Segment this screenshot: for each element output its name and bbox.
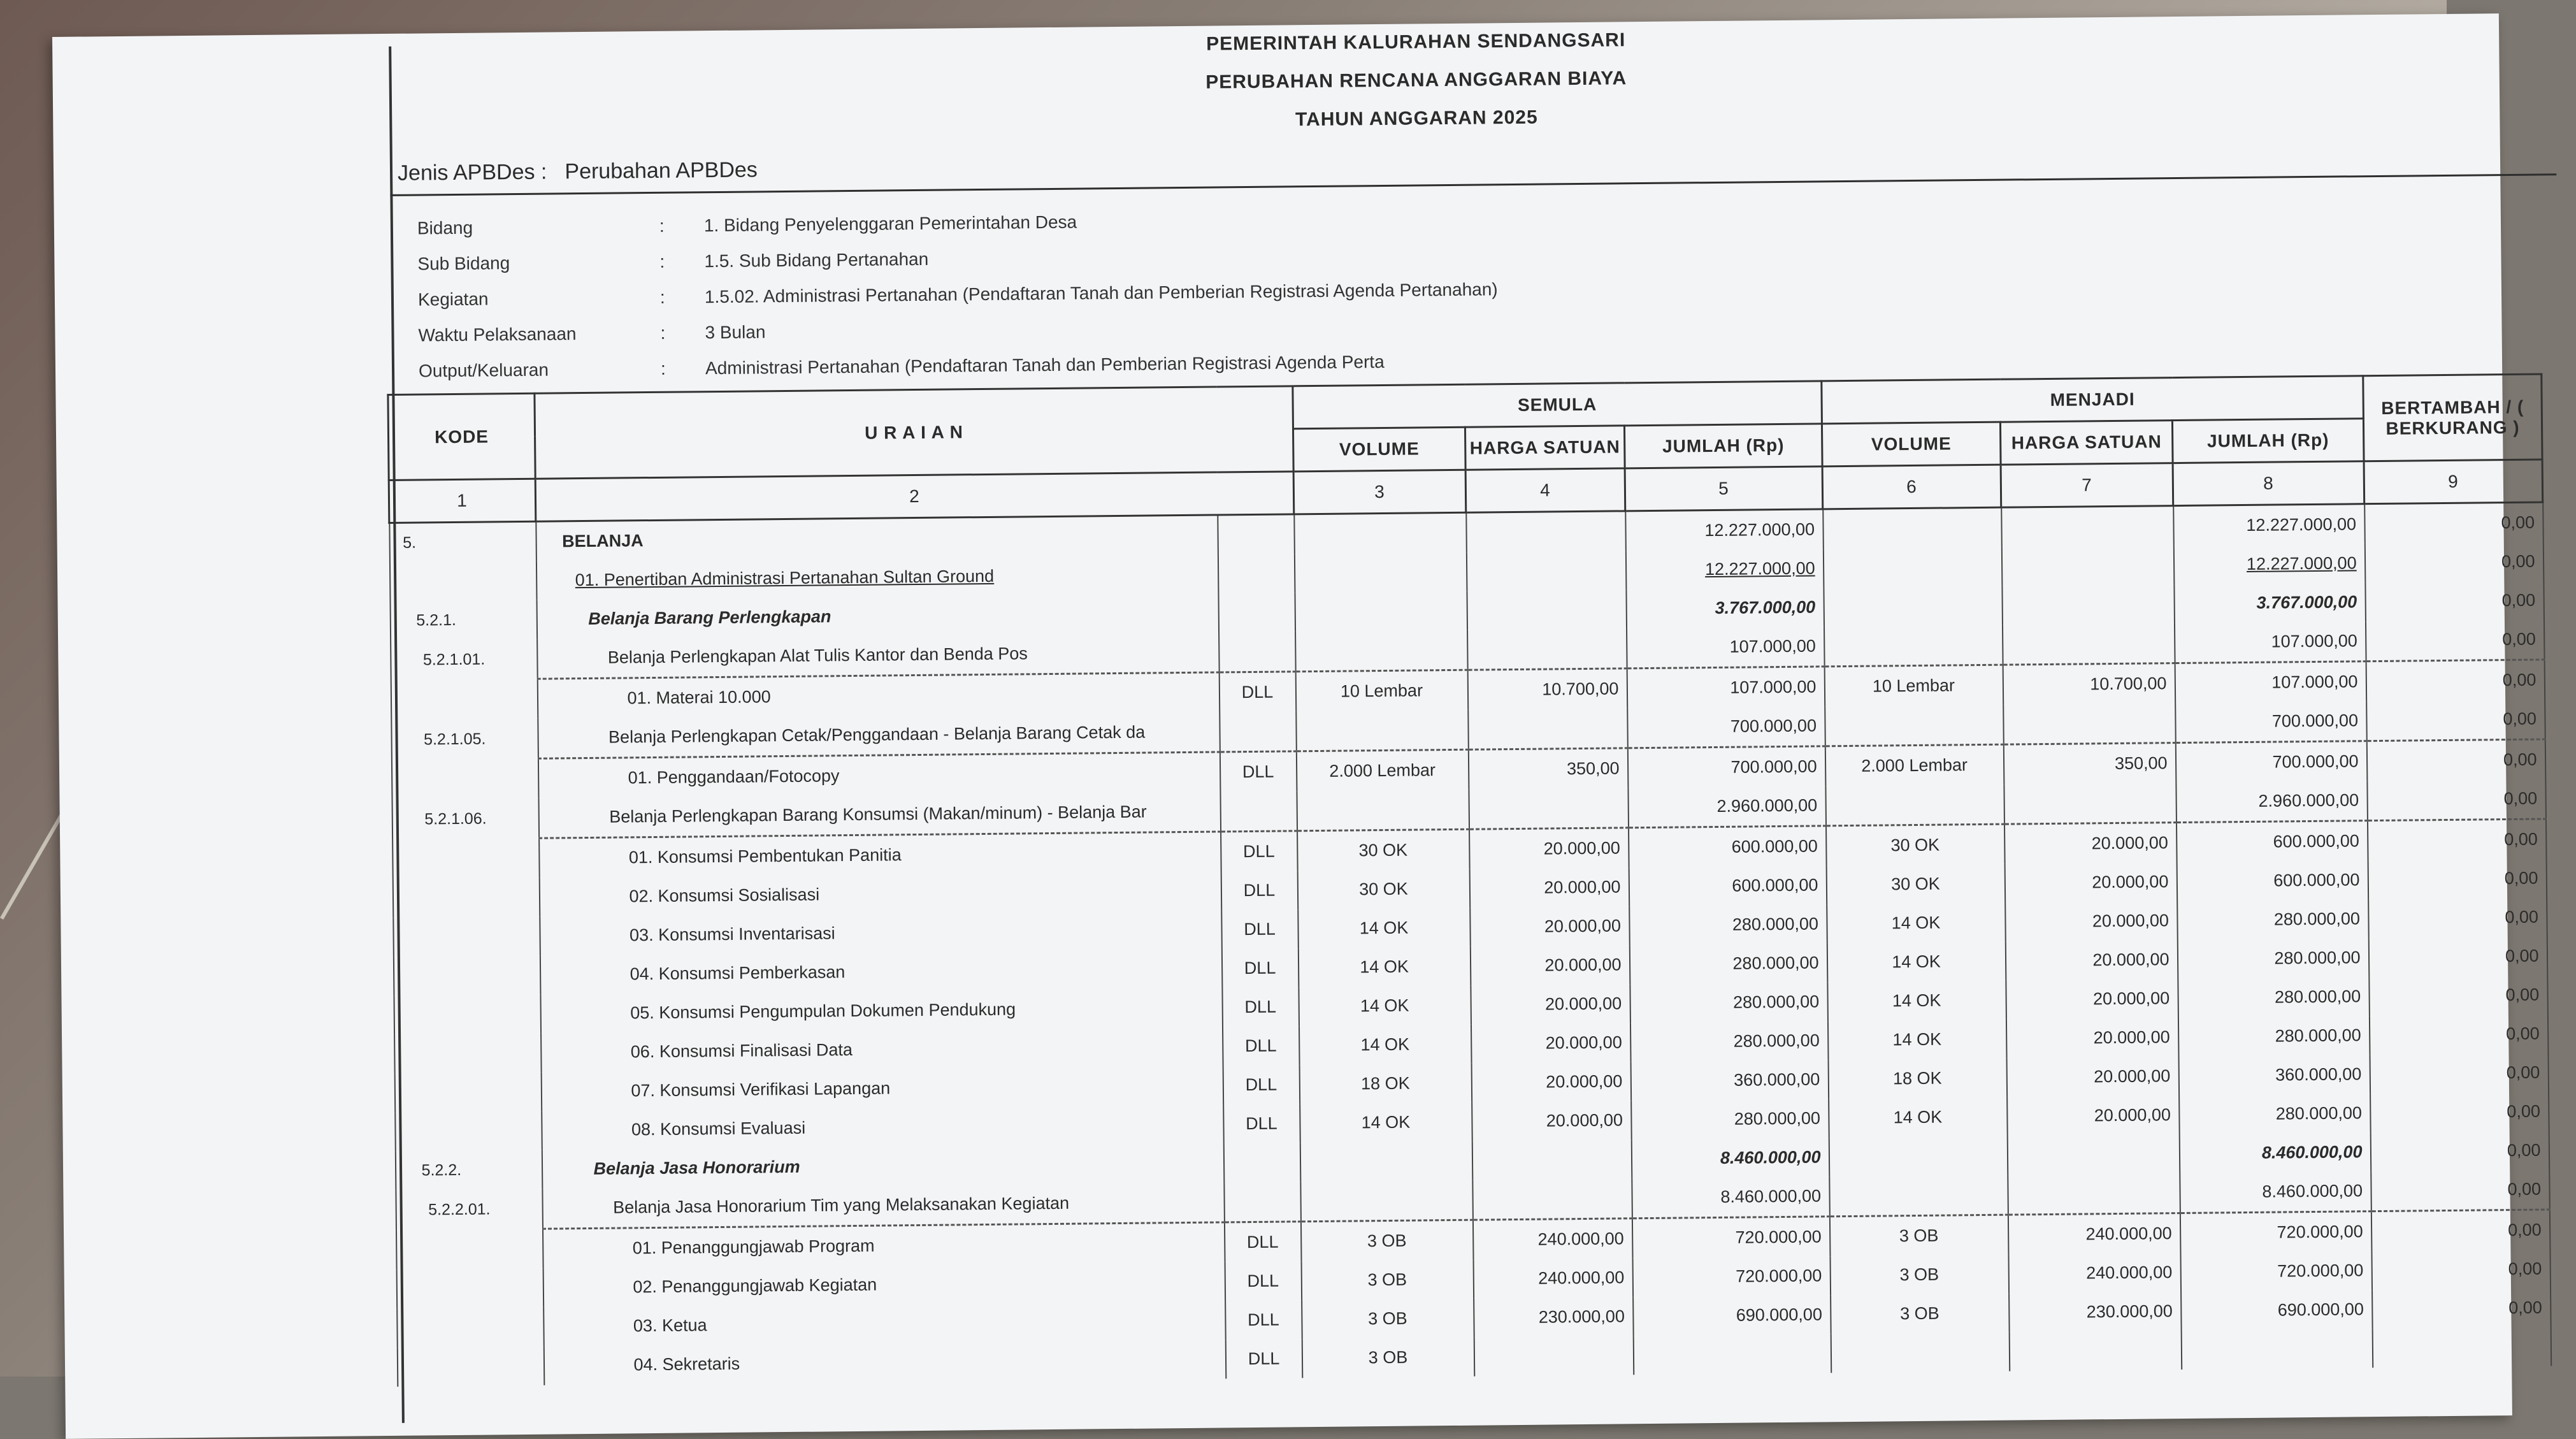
cell-volume-menjadi	[1825, 705, 2004, 746]
cell-jumlah-menjadi: 720.000,00	[2180, 1211, 2371, 1253]
col-jumlah2-header: JUMLAH (Rp)	[2172, 419, 2364, 463]
cell-uraian: Belanja Jasa Honorarium Tim yang Melaksanakan Kegiatan	[542, 1182, 1225, 1229]
info-value: 1.5.02. Administrasi Pertanahan (Pendaftaran Tanah dan Pemberian Registrasi Agenda Pertanahan)	[704, 279, 1498, 307]
col-harga-header: HARGA SATUAN	[1465, 426, 1625, 470]
cell-selisih: 0,00	[2370, 1053, 2549, 1094]
info-waktu	[418, 322, 765, 345]
cell-harga-semula: 240.000,00	[1473, 1258, 1633, 1298]
cell-volume-semula: 30 OK	[1297, 869, 1470, 910]
cell-harga-semula: 20.000,00	[1469, 867, 1629, 908]
info-sep: :	[660, 322, 666, 343]
cell-harga-menjadi	[2002, 584, 2175, 625]
cell-jumlah-semula: 8.460.000,00	[1631, 1138, 1829, 1178]
cell-selisih: 0,00	[2364, 542, 2544, 583]
cell-harga-semula: 10.700,00	[1467, 669, 1627, 710]
cell-selisih	[2372, 1327, 2551, 1368]
cell-volume-semula: 30 OK	[1297, 829, 1470, 871]
cell-harga-menjadi: 230.000,00	[2009, 1292, 2182, 1333]
cell-harga-semula: 20.000,00	[1471, 984, 1630, 1024]
cell-selisih: 0,00	[2368, 858, 2547, 899]
cell-harga-semula	[1474, 1336, 1634, 1376]
cell-harga-semula: 20.000,00	[1470, 945, 1630, 985]
cell-uraian: 01. Konsumsi Pembentukan Panitia	[539, 832, 1221, 878]
cell-jumlah-menjadi: 280.000,00	[2177, 899, 2369, 940]
cell-jumlah-menjadi: 2.960.000,00	[2176, 781, 2368, 822]
cell-jumlah-menjadi: 8.460.000,00	[2179, 1132, 2371, 1173]
cell-jumlah-semula: 280.000,00	[1629, 943, 1827, 984]
cell-harga-menjadi: 240.000,00	[2008, 1253, 2181, 1294]
cell-jumlah-semula: 720.000,00	[1632, 1217, 1830, 1258]
cell-uraian: Belanja Perlengkapan Barang Konsumsi (Makan/minum) - Belanja Bar	[538, 792, 1221, 838]
info-sep: :	[659, 215, 665, 236]
cell-satuan: DLL	[1223, 1065, 1300, 1104]
cell-volume-menjadi: 14 OK	[1827, 942, 2006, 983]
cell-volume-menjadi: 14 OK	[1827, 903, 2006, 944]
info-bidang	[417, 212, 1077, 239]
cell-jumlah-semula: 280.000,00	[1630, 982, 1828, 1023]
cell-volume-menjadi	[1823, 507, 2002, 549]
cell-uraian: 01. Materai 10.000	[537, 672, 1220, 719]
cell-jumlah-semula	[1633, 1334, 1831, 1375]
cell-uraian: 01. Penanggungjawab Program	[542, 1222, 1225, 1269]
cell-satuan: DLL	[1223, 1104, 1300, 1143]
cell-volume-semula	[1295, 591, 1467, 632]
cell-jumlah-menjadi: 280.000,00	[2177, 938, 2369, 979]
cell-jumlah-semula: 280.000,00	[1631, 1099, 1829, 1139]
cell-harga-semula: 20.000,00	[1471, 1062, 1631, 1102]
col-number: 7	[2001, 463, 2173, 508]
cell-kode	[391, 679, 538, 720]
cell-volume-menjadi	[1829, 1136, 2008, 1177]
cell-kode: 5.2.1.06.	[392, 799, 539, 840]
jenis-apbdes	[398, 157, 758, 185]
cell-jumlah-semula: 690.000,00	[1633, 1295, 1831, 1336]
cell-harga-semula: 20.000,00	[1471, 1023, 1630, 1063]
cell-kode	[397, 1347, 544, 1387]
info-value: 1. Bidang Penyelenggaran Pemerintahan Desa	[703, 212, 1077, 236]
doc-title-line-3: TAHUN ANGGARAN 2025	[1295, 106, 1538, 131]
cell-volume-menjadi	[1825, 785, 2004, 826]
budget-document	[333, 13, 2576, 1436]
cell-selisih: 0,00	[2366, 699, 2545, 741]
cell-harga-menjadi: 20.000,00	[2004, 862, 2177, 903]
cell-volume-menjadi	[1824, 625, 2003, 667]
col-kode-header: KODE	[388, 393, 535, 480]
cell-harga-semula: 230.000,00	[1474, 1297, 1634, 1337]
cell-satuan	[1219, 632, 1296, 672]
doc-title-line-1: PEMERINTAH KALURAHAN SENDANGSARI	[1205, 29, 1626, 55]
cell-kode	[394, 995, 541, 1035]
cell-harga-menjadi: 20.000,00	[2004, 823, 2177, 864]
cell-uraian: 01. Penertiban Administrasi Pertanahan Sultan Ground	[536, 554, 1218, 600]
cell-kode: 5.2.1.01.	[391, 639, 538, 681]
cell-uraian: BELANJA	[536, 515, 1218, 561]
cell-jumlah-semula: 107.000,00	[1627, 626, 1825, 668]
cell-volume-semula	[1295, 630, 1468, 672]
cell-satuan: DLL	[1225, 1261, 1302, 1301]
col-number: 4	[1465, 468, 1625, 512]
cell-volume-menjadi	[1831, 1333, 2010, 1373]
col-number: 3	[1293, 470, 1466, 514]
cell-jumlah-menjadi: 3.767.000,00	[2174, 582, 2366, 623]
cell-jumlah-semula: 2.960.000,00	[1628, 786, 1826, 827]
cell-harga-menjadi: 20.000,00	[2006, 979, 2178, 1020]
cell-jumlah-menjadi: 8.460.000,00	[2180, 1171, 2371, 1213]
cell-harga-semula	[1468, 708, 1628, 749]
cell-harga-menjadi: 20.000,00	[2005, 940, 2178, 981]
cell-harga-semula	[1467, 589, 1627, 630]
cell-harga-menjadi: 20.000,00	[2006, 1057, 2179, 1097]
cell-harga-menjadi: 20.000,00	[2005, 901, 2178, 942]
cell-uraian: 04. Sekretaris	[543, 1340, 1226, 1385]
cell-jumlah-menjadi	[2181, 1329, 2373, 1370]
cell-jumlah-semula: 12.227.000,00	[1625, 509, 1824, 551]
cell-uraian: 06. Konsumsi Finalisasi Data	[541, 1027, 1223, 1072]
cell-harga-menjadi: 20.000,00	[2006, 1018, 2178, 1059]
cell-volume-semula: 10 Lembar	[1295, 670, 1468, 711]
info-label: Bidang	[417, 217, 473, 238]
cell-volume-menjadi: 14 OK	[1829, 1097, 2008, 1138]
cell-kode: 5.2.2.	[395, 1150, 542, 1190]
cell-harga-menjadi	[2001, 546, 2174, 586]
cell-harga-menjadi: 350,00	[2003, 743, 2176, 785]
cell-jumlah-semula: 12.227.000,00	[1625, 549, 1824, 589]
col-jumlah-header: JUMLAH (Rp)	[1624, 424, 1822, 468]
cell-harga-menjadi	[2003, 703, 2176, 744]
cell-kode	[394, 1034, 542, 1074]
cell-volume-menjadi: 3 OB	[1830, 1255, 2009, 1296]
cell-volume-semula: 14 OK	[1300, 1103, 1472, 1143]
cell-jumlah-semula: 720.000,00	[1632, 1256, 1831, 1297]
cell-jumlah-semula: 107.000,00	[1627, 667, 1825, 708]
cell-volume-semula: 3 OB	[1301, 1260, 1474, 1301]
cell-jumlah-menjadi: 720.000,00	[2180, 1251, 2372, 1292]
cell-kode	[394, 1073, 542, 1113]
cell-selisih: 0,00	[2371, 1210, 2550, 1251]
cell-satuan	[1220, 711, 1297, 752]
cell-selisih: 0,00	[2372, 1288, 2551, 1329]
cell-volume-semula: 3 OB	[1300, 1220, 1473, 1261]
cell-satuan	[1224, 1182, 1301, 1222]
cell-harga-menjadi	[2009, 1331, 2182, 1371]
info-value: 1.5. Sub Bidang Pertanahan	[704, 249, 929, 271]
cell-harga-semula: 20.000,00	[1469, 828, 1629, 869]
cell-uraian: Belanja Barang Perlengkapan	[536, 593, 1219, 639]
cell-harga-menjadi	[2001, 506, 2174, 547]
cell-harga-semula: 20.000,00	[1470, 906, 1630, 946]
cell-uraian: 01. Penggandaan/Fotocopy	[538, 752, 1220, 799]
group-menjadi-header: MENJADI	[1822, 376, 2364, 424]
info-label: Sub Bidang	[417, 253, 510, 274]
cell-kode	[393, 956, 540, 996]
cell-volume-menjadi: 14 OK	[1827, 1020, 2006, 1060]
cell-jumlah-menjadi: 107.000,00	[2175, 621, 2366, 663]
cell-jumlah-menjadi: 107.000,00	[2175, 662, 2366, 703]
cell-satuan: DLL	[1219, 672, 1296, 712]
cell-uraian: 02. Penanggungjawab Kegiatan	[543, 1262, 1225, 1307]
cell-harga-semula: 20.000,00	[1472, 1101, 1632, 1141]
group-semula-header: SEMULA	[1293, 381, 1822, 429]
cell-uraian: 03. Ketua	[543, 1301, 1226, 1346]
cell-volume-semula	[1297, 790, 1469, 831]
cell-harga-semula	[1467, 628, 1627, 670]
cell-volume-semula: 14 OK	[1299, 986, 1471, 1027]
cell-kode	[392, 838, 540, 879]
cell-kode: 5.	[389, 521, 536, 563]
col-number: 1	[389, 479, 536, 523]
cell-volume-menjadi: 30 OK	[1826, 824, 2005, 865]
cell-volume-semula: 18 OK	[1299, 1064, 1472, 1104]
col-number: 5	[1625, 466, 1823, 511]
cell-kode: 5.2.1.05.	[391, 719, 538, 760]
cell-jumlah-semula: 280.000,00	[1629, 904, 1827, 945]
cell-kode	[392, 878, 540, 918]
cell-harga-semula	[1466, 551, 1626, 591]
cell-jumlah-menjadi: 280.000,00	[2178, 1016, 2370, 1057]
cell-volume-menjadi: 18 OK	[1828, 1059, 2007, 1099]
cell-selisih: 0,00	[2368, 819, 2547, 860]
cell-selisih: 0,00	[2368, 897, 2547, 938]
cell-jumlah-semula: 700.000,00	[1627, 746, 1825, 788]
cell-harga-menjadi	[2007, 1134, 2180, 1175]
cell-volume-semula: 14 OK	[1298, 908, 1471, 949]
cell-uraian: 08. Konsumsi Evaluasi	[542, 1104, 1224, 1150]
cell-volume-semula: 3 OB	[1302, 1299, 1474, 1340]
cell-volume-menjadi	[1824, 586, 2003, 627]
cell-satuan: DLL	[1221, 948, 1299, 988]
cell-satuan: DLL	[1224, 1222, 1301, 1262]
cell-kode	[389, 561, 536, 602]
cell-harga-menjadi	[2003, 623, 2175, 665]
cell-satuan	[1223, 1143, 1300, 1182]
cell-selisih: 0,00	[2364, 502, 2544, 544]
cell-uraian: 04. Konsumsi Pemberkasan	[540, 949, 1222, 994]
cell-kode	[396, 1229, 543, 1270]
cell-satuan	[1220, 791, 1297, 832]
cell-harga-menjadi	[2004, 783, 2177, 824]
cell-volume-semula: 3 OB	[1302, 1338, 1474, 1378]
cell-jumlah-menjadi: 280.000,00	[2178, 977, 2370, 1018]
document-page	[52, 13, 2543, 1439]
cell-selisih: 0,00	[2366, 660, 2545, 701]
cell-selisih: 0,00	[2371, 1169, 2550, 1211]
cell-harga-semula: 240.000,00	[1472, 1218, 1632, 1260]
cell-selisih: 0,00	[2369, 1014, 2548, 1055]
cell-volume-menjadi	[1829, 1175, 2008, 1217]
cell-kode	[395, 1111, 542, 1152]
cell-volume-semula: 14 OK	[1298, 947, 1471, 988]
cell-jumlah-menjadi: 700.000,00	[2175, 741, 2367, 783]
cell-volume-menjadi: 3 OB	[1829, 1215, 2008, 1256]
cell-volume-semula	[1300, 1141, 1472, 1182]
cell-jumlah-semula: 280.000,00	[1630, 1021, 1828, 1062]
cell-uraian: 03. Konsumsi Inventarisasi	[540, 910, 1222, 955]
cell-satuan: DLL	[1222, 1026, 1299, 1066]
cell-selisih: 0,00	[2366, 739, 2545, 781]
cell-harga-semula	[1472, 1139, 1632, 1180]
cell-satuan	[1218, 554, 1295, 593]
cell-uraian: Belanja Jasa Honorarium	[542, 1143, 1224, 1189]
info-value: 3 Bulan	[705, 322, 766, 343]
cell-satuan	[1218, 593, 1295, 632]
cell-uraian: Belanja Perlengkapan Alat Tulis Kantor dan Benda Pos	[537, 632, 1220, 679]
cell-volume-semula	[1294, 512, 1467, 554]
cell-kode	[396, 1269, 543, 1309]
info-label: Waktu Pelaksanaan	[418, 324, 577, 345]
cell-jumlah-menjadi: 700.000,00	[2175, 701, 2367, 742]
cell-jumlah-menjadi: 600.000,00	[2177, 860, 2368, 901]
cell-satuan: DLL	[1222, 987, 1299, 1027]
col-number: 6	[1822, 465, 2001, 509]
cell-selisih: 0,00	[2370, 1131, 2549, 1171]
cell-selisih: 0,00	[2369, 975, 2548, 1016]
col-uraian-header: U R A I A N	[535, 386, 1293, 479]
cell-satuan	[1218, 514, 1295, 555]
info-sep: :	[659, 287, 665, 307]
group-bertambah-header: BERTAMBAH / ( BERKURANG )	[2363, 374, 2542, 461]
cell-jumlah-semula: 8.460.000,00	[1632, 1176, 1830, 1218]
col-harga2-header: HARGA SATUAN	[2000, 421, 2173, 465]
cell-volume-semula	[1296, 710, 1469, 751]
budget-table-body	[389, 502, 2551, 1387]
cell-satuan: DLL	[1225, 1300, 1302, 1340]
info-sep: :	[660, 358, 666, 379]
cell-uraian: 07. Konsumsi Verifikasi Lapangan	[541, 1066, 1223, 1111]
cell-kode: 5.2.1.	[390, 600, 537, 640]
col-volume-header: VOLUME	[1293, 427, 1465, 472]
cell-kode	[393, 917, 540, 957]
budget-table	[387, 373, 2552, 1387]
cell-harga-semula	[1472, 1178, 1632, 1220]
cell-kode	[391, 758, 538, 800]
cell-jumlah-semula: 700.000,00	[1627, 706, 1825, 748]
cell-uraian: Belanja Perlengkapan Cetak/Penggandaan - Belanja Barang Cetak da	[538, 712, 1220, 758]
info-output	[419, 352, 1385, 382]
cell-uraian: 02. Konsumsi Sosialisasi	[539, 871, 1221, 916]
cell-jumlah-semula: 600.000,00	[1629, 865, 1827, 906]
cell-satuan: DLL	[1221, 831, 1298, 872]
cell-selisih: 0,00	[2366, 620, 2545, 662]
cell-selisih: 0,00	[2365, 581, 2544, 622]
col-volume2-header: VOLUME	[1822, 422, 2001, 466]
cell-volume-menjadi: 14 OK	[1827, 981, 2006, 1022]
cell-satuan: DLL	[1220, 751, 1297, 792]
cell-selisih: 0,00	[2370, 1092, 2549, 1132]
cell-harga-menjadi: 10.700,00	[2003, 663, 2175, 705]
jenis-label: Jenis APBDes :	[397, 159, 547, 185]
info-kegiatan	[418, 279, 1498, 310]
info-value: Administrasi Pertanahan (Pendaftaran Tanah dan Pemberian Registrasi Agenda Perta	[705, 351, 1385, 379]
cell-jumlah-menjadi: 690.000,00	[2181, 1290, 2373, 1331]
cell-harga-semula: 350,00	[1468, 748, 1628, 790]
cell-kode: 5.2.2.01.	[396, 1189, 543, 1231]
cell-volume-menjadi: 10 Lembar	[1824, 665, 2003, 706]
cell-harga-menjadi	[2008, 1173, 2180, 1215]
cell-volume-semula: 14 OK	[1299, 1025, 1471, 1066]
doc-title-line-2: PERUBAHAN RENCANA ANGGARAN BIAYA	[1205, 68, 1627, 93]
col-number: 8	[2173, 461, 2364, 506]
cell-volume-menjadi: 30 OK	[1826, 864, 2005, 905]
cell-satuan: DLL	[1225, 1339, 1302, 1378]
info-sub-bidang	[417, 249, 928, 275]
cell-harga-semula	[1466, 511, 1626, 553]
cell-selisih: 0,00	[2367, 779, 2546, 820]
col-number: 2	[535, 472, 1294, 521]
info-label: Output/Keluaran	[418, 359, 549, 381]
cell-satuan: DLL	[1221, 871, 1298, 910]
cell-harga-menjadi: 240.000,00	[2008, 1213, 2180, 1255]
cell-volume-menjadi	[1823, 547, 2002, 588]
cell-jumlah-semula: 600.000,00	[1629, 826, 1827, 867]
cell-jumlah-menjadi: 12.227.000,00	[2173, 544, 2365, 584]
cell-selisih: 0,00	[2371, 1249, 2551, 1290]
cell-jumlah-semula: 360.000,00	[1630, 1060, 1829, 1101]
cell-harga-semula	[1469, 788, 1629, 829]
cell-volume-menjadi: 3 OB	[1831, 1294, 2010, 1334]
cell-volume-semula: 2.000 Lembar	[1296, 749, 1469, 791]
col-number: 9	[2364, 459, 2543, 504]
jenis-value: Perubahan APBDes	[565, 157, 758, 184]
info-label: Kegiatan	[417, 289, 489, 310]
cell-jumlah-menjadi: 280.000,00	[2179, 1094, 2371, 1134]
cell-satuan: DLL	[1221, 909, 1299, 949]
cell-jumlah-semula: 3.767.000,00	[1626, 588, 1824, 628]
cell-jumlah-menjadi: 600.000,00	[2177, 821, 2368, 862]
cell-volume-menjadi: 2.000 Lembar	[1825, 744, 2004, 786]
cell-jumlah-menjadi: 360.000,00	[2178, 1055, 2370, 1096]
cell-kode	[397, 1308, 544, 1348]
cell-volume-semula	[1300, 1180, 1473, 1222]
info-sep: :	[659, 251, 665, 271]
cell-jumlah-menjadi: 12.227.000,00	[2173, 504, 2365, 546]
cell-harga-menjadi: 20.000,00	[2007, 1096, 2180, 1136]
cell-uraian: 05. Konsumsi Pengumpulan Dokumen Pendukung	[540, 988, 1223, 1033]
cell-volume-semula	[1294, 553, 1467, 593]
cell-selisih: 0,00	[2368, 936, 2547, 977]
